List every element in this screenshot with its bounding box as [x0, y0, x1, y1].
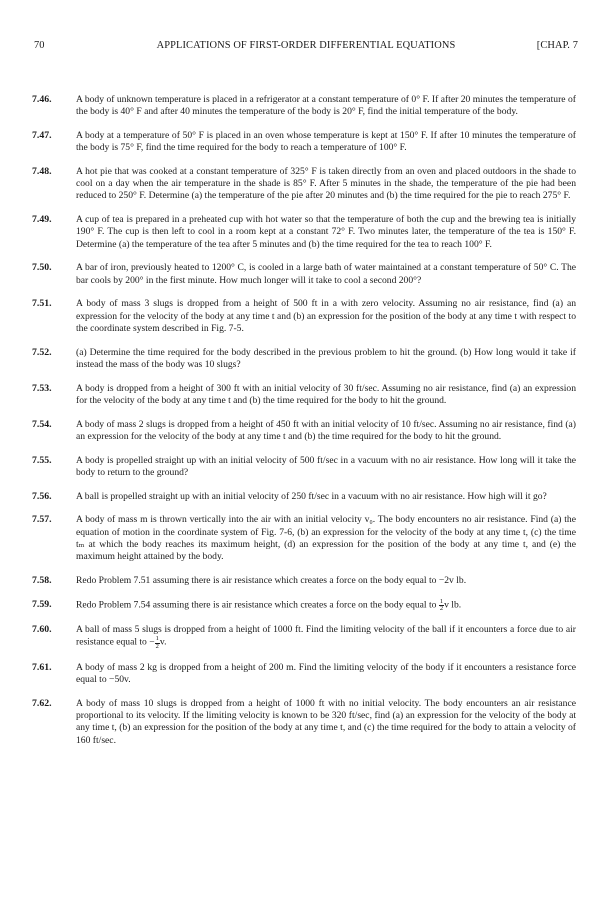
problem-7-53	[32, 383, 576, 407]
problem-number: 7.53.	[32, 382, 52, 394]
problem-number: 7.54.	[32, 418, 52, 430]
problem-text: A ball of mass 5 slugs is dropped from a height of 1000 ft. Find the limiting velocity of the ball if it encounters a force due to air resistance equal to −	[76, 624, 576, 648]
problem-number: 7.60.	[32, 624, 52, 636]
problem-number: 7.59.	[32, 598, 52, 610]
problem-text: A hot pie that was cooked at a constant temperature of 325° F is taken directly from an oven and placed outdoors in the shade to cool on a day when the air temperature in the shade is 85° F. After 5 minutes in the shade, the temperature of the pie had been reduced to 250° F. Determine (a) the temperature of the pie after 20 minutes and (b) the time required for the pie to reach 275° F.	[76, 166, 576, 202]
problem-7-47	[32, 130, 576, 154]
problem-7-49	[32, 214, 576, 251]
problem-7-58	[32, 575, 576, 587]
running-title: APPLICATIONS OF FIRST-ORDER DIFFERENTIAL EQUATIONS	[156, 40, 456, 51]
problem-number: 7.56.	[32, 490, 52, 502]
problem-7-62	[32, 698, 576, 747]
problem-number: 7.57.	[32, 514, 52, 526]
problem-number: 7.62.	[32, 698, 52, 709]
fraction-denominator: 2	[155, 642, 159, 650]
running-head	[34, 40, 578, 54]
problem-text: Redo Problem 7.51 assuming there is air resistance which creates a force on the body equal to −2v lb.	[76, 574, 467, 586]
problem-text: A body of mass 10 slugs is dropped from a height of 1000 ft with no initial velocity. The body encounters an air resistance proportional to its velocity. If the limiting velocity is known to be 320 ft/sec, find (a) an expression for the velocity of the body at any time t, (b) an expression for the position of the body at any time t, and (c) the time required for the body to attain a velocity of 160 ft/sec.	[76, 698, 576, 746]
problem-7-59	[32, 599, 576, 613]
problem-text: A body is dropped from a height of 300 ft with an initial velocity of 30 ft/sec. Assuming no air resistance, find (a) an expression for the velocity of the body at any time t and (b) the time required for the body to hit the ground.	[76, 382, 576, 406]
problem-text: A cup of tea is prepared in a preheated cup with hot water so that the temperature of both the cup and the brewing tea is initially 190° F. The cup is then left to cool in a room kept at a constant 72° F. Two minutes later, the temperature of the tea is 150° F. Determine (a) the temperature of the tea after 5 minutes and (b) the time required for the tea to reach 100° F.	[76, 214, 576, 250]
problem-number: 7.46.	[32, 94, 52, 105]
problem-7-54	[32, 419, 576, 443]
problem-7-61	[32, 662, 576, 686]
problem-7-55	[32, 455, 576, 479]
problem-7-56	[32, 491, 576, 503]
problem-text: A body at a temperature of 50° F is placed in an oven whose temperature is kept at 150° F. If after 10 minutes the temperature of the body is 75° F, find the time required for the body to reach a temperature of 100° F.	[76, 130, 576, 154]
fraction-numerator: 1	[439, 597, 444, 605]
fraction-numerator: 1	[155, 635, 159, 643]
problem-number: 7.61.	[32, 662, 52, 673]
problem-text: A body of mass 3 slugs is dropped from a height of 500 ft in a with zero velocity. Assuming no air resistance, find (a) an expression for the velocity of the body at any time t and (b) an expression for the position of the body at any time t with respect to the coordinate system described in Fig. 7-5.	[76, 298, 576, 334]
problem-7-46	[32, 94, 576, 118]
problem-list	[32, 94, 576, 747]
problem-text: A body of mass 2 kg is dropped from a height of 200 m. Find the limiting velocity of the body if it encounters a resistance force equal to −50v.	[76, 662, 576, 686]
problem-number: 7.58.	[32, 574, 52, 586]
problem-7-50	[32, 262, 576, 286]
problem-number: 7.50.	[32, 262, 52, 274]
problem-text: A body is propelled straight up with an initial velocity of 500 ft/sec in a vacuum with no air resistance. How long will it take the body to return to the ground?	[76, 454, 576, 478]
problem-text: A body of mass m is thrown vertically into the air with an initial velocity v₀. The body encounters no air resistance. Find (a) the equation of motion in the coordinate system of Fig. 7-6, (b) an expression for the velocity of the body at any time t, (c) the time tₘ at which the body reaches its maximum height, (d) an expression for the position of the body at any time t, and (e) the maximum height attained by the body.	[76, 514, 576, 563]
problem-number: 7.49.	[32, 214, 52, 226]
problem-number: 7.47.	[32, 130, 52, 141]
problem-number: 7.51.	[32, 298, 52, 310]
page-number: 70	[34, 40, 45, 51]
problem-number: 7.52.	[32, 346, 52, 358]
problem-7-48	[32, 166, 576, 203]
problem-text-tail: v.	[159, 636, 167, 648]
problem-text: A body of mass 2 slugs is dropped from a height of 450 ft with an initial velocity of 10 ft/sec. Assuming no air resistance, find (a) an expression for the velocity of the body at any time t and (b) the time required for the body to hit the ground.	[76, 418, 576, 442]
problem-number: 7.55.	[32, 454, 52, 466]
problem-7-51	[32, 298, 576, 335]
problem-text: Redo Problem 7.54 assuming there is air resistance which creates a force on the body equal to	[76, 599, 439, 611]
problem-text: A ball is propelled straight up with an initial velocity of 250 ft/sec in a vacuum with no air resistance. How high will it go?	[76, 490, 547, 502]
fraction-denominator: 2	[439, 605, 444, 613]
problem-7-60	[32, 624, 576, 650]
problem-text: (a) Determine the time required for the body described in the previous problem to hit the ground. (b) How long would it take if instead the mass of the body was 10 slugs?	[76, 346, 576, 370]
problem-text-tail: v lb.	[444, 599, 462, 611]
problem-number: 7.48.	[32, 166, 52, 177]
problem-text: A bar of iron, previously heated to 1200° C, is cooled in a large bath of water maintained at a constant temperature of 50° C. The bar cools by 200° in the first minute. How much longer will it take to cool a second 200°?	[76, 262, 576, 286]
problem-7-57	[32, 514, 576, 563]
problem-7-52	[32, 347, 576, 371]
problem-text: A body of unknown temperature is placed in a refrigerator at a constant temperature of 0° F. If after 20 minutes the temperature of the body is 40° F and after 40 minutes the temperature of the body is 20° F, find the initial temperature of the body.	[76, 94, 576, 118]
chapter-label: [CHAP. 7	[536, 40, 578, 51]
